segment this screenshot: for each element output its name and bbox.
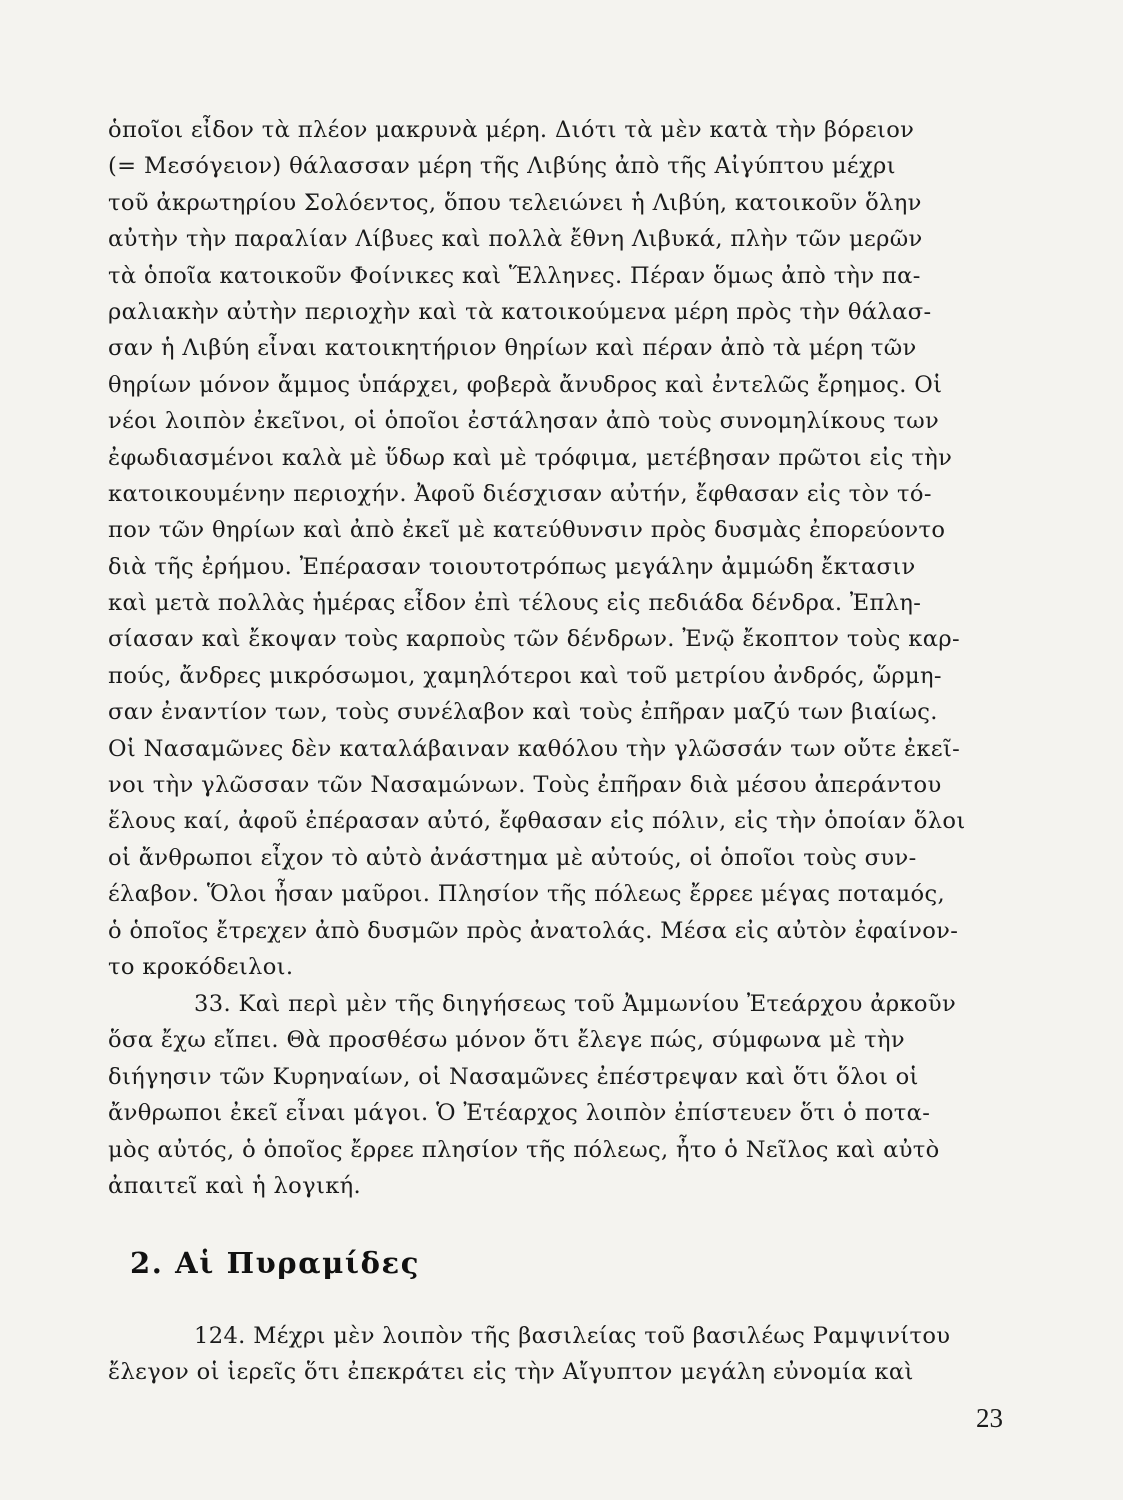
paragraph-herodotus-libya (108, 112, 1023, 985)
text-line: ὅσα ἔχω εἴπει. Θὰ προσθέσω μόνον ὅτι ἔλεγε πώς, σύμφωνα μὲ τὴν (108, 1027, 905, 1054)
text-line: το κροκόδειλοι. (108, 953, 294, 980)
text-line: ραλιακὴν αὐτὴν περιοχὴν καὶ τὰ κατοικούμενα μέρη πρὸς τὴν θάλασ- (108, 298, 932, 325)
text-line: 124. Μέχρι μὲν λοιπὸν τῆς βασιλείας τοῦ βασιλέως Ραμψινίτου (194, 1323, 951, 1349)
text-line: ὁποῖοι εἶδον τὰ πλέον μακρυνὰ μέρη. Διότι τὰ μὲν κατὰ τὴν βόρειον (108, 117, 915, 143)
text-line: (= Μεσόγειον) θάλασσαν μέρη τῆς Λιβύης ἀπὸ τῆς Αἰγύπτου μέχρι (108, 153, 896, 180)
text-line: διὰ τῆς ἐρήμου. Ἐπέρασαν τοιουτοτρόπως μεγάλην ἀμμώδη ἔκτασιν (108, 553, 916, 580)
text-line: νέοι λοιπὸν ἐκεῖνοι, οἱ ὁποῖοι ἐστάλησαν ἀπὸ τοὺς συνομηλίκους των (108, 408, 940, 435)
text-line: καὶ μετὰ πολλὰς ἡμέρας εἶδον ἐπὶ τέλους εἰς πεδιάδα δένδρα. Ἐπλη- (108, 590, 922, 617)
text-line: σαν ἐναντίον των, τοὺς συνέλαβον καὶ τοὺς ἐπῆραν μαζύ των βιαίως. (108, 699, 938, 726)
text-line: αὐτὴν τὴν παραλίαν Λίβυες καὶ πολλὰ ἔθνη Λιβυκά, πλὴν τῶν μερῶν (108, 226, 923, 253)
text-line: ἕλους καί, ἀφοῦ ἐπέρασαν αὐτό, ἔφθασαν εἰς πόλιν, εἰς τὴν ὁποίαν ὅλοι (108, 808, 966, 835)
paragraph-33-etearchus (108, 986, 1023, 1204)
section-heading-pyramids: 2. Αἱ Πυραμίδες (130, 1246, 420, 1280)
text-line: διήγησιν τῶν Κυρηναίων, οἱ Νασαμῶνες ἐπέστρεψαν καὶ ὅτι ὅλοι οἱ (108, 1063, 919, 1090)
text-line: σίασαν καὶ ἔκοψαν τοὺς καρποὺς τῶν δένδρων. Ἐνῷ ἔκοπτον τοὺς καρ- (108, 626, 960, 653)
text-line: πον τῶν θηρίων καὶ ἀπὸ ἐκεῖ μὲ κατεύθυνσιν πρὸς δυσμὰς ἐπορεύοντο (108, 517, 946, 544)
text-line: οἱ ἄνθρωποι εἶχον τὸ αὐτὸ ἀνάστημα μὲ αὐτούς, οἱ ὁποῖοι τοὺς συν- (108, 844, 917, 871)
text-line: 33. Καὶ περὶ μὲν τῆς διηγήσεως τοῦ Ἀμμωνίου Ἐτεάρχου ἀρκοῦν (194, 991, 957, 1017)
text-line: θηρίων μόνον ἄμμος ὑπάρχει, φοβερὰ ἄνυδρος καὶ ἐντελῶς ἔρημος. Οἱ (108, 371, 943, 398)
text-line: ἔλεγον οἱ ἱερεῖς ὅτι ἐπεκράτει εἰς τὴν Αἴγυπτον μεγάλη εὐνομία καὶ (108, 1359, 914, 1386)
text-line: μὸς αὐτός, ὁ ὁποῖος ἔρρεε πλησίον τῆς πόλεως, ἦτο ὁ Νεῖλος καὶ αὐτὸ (108, 1136, 940, 1163)
text-line: έλαβον. Ὅλοι ἦσαν μαῦροι. Πλησίον τῆς πόλεως ἔρρεε μέγας ποταμός, (108, 881, 946, 908)
text-line: Οἱ Νασαμῶνες δὲν καταλάβαιναν καθόλου τὴν γλῶσσάν των οὔτε ἐκεῖ- (108, 735, 961, 762)
text-line: ἄνθρωποι ἐκεῖ εἶναι μάγοι. Ὁ Ἐτέαρχος λοιπὸν ἐπίστευεν ὅτι ὁ ποτα- (108, 1100, 931, 1127)
text-line: τοῦ ἀκρωτηρίου Σολόεντος, ὅπου τελειώνει ἡ Λιβύη, κατοικοῦν ὅλην (108, 189, 922, 216)
text-line: κατοικουμένην περιοχήν. Ἀφοῦ διέσχισαν αὐτήν, ἔφθασαν εἰς τὸν τό- (108, 480, 932, 507)
paragraph-124-rhampsinitus (108, 1318, 1023, 1391)
page-number: 23 (976, 1403, 1003, 1433)
text-line: ὁ ὁποῖος ἔτρεχεν ἀπὸ δυσμῶν πρὸς ἀνατολάς. Μέσα εἰς αὐτὸν ἐφαίνον- (108, 917, 959, 944)
text-line: ἀπαιτεῖ καὶ ἡ λογική. (108, 1172, 362, 1199)
text-line: ἐφωδιασμένοι καλὰ μὲ ὕδωρ καὶ μὲ τρόφιμα, μετέβησαν πρῶτοι εἰς τὴν (108, 444, 953, 471)
text-line: σαν ἡ Λιβύη εἶναι κατοικητήριον θηρίων καὶ πέραν ἀπὸ τὰ μέρη τῶν (108, 335, 917, 362)
text-line: πούς, ἄνδρες μικρόσωμοι, χαμηλότεροι καὶ τοῦ μετρίου ἀνδρός, ὥρμη- (108, 662, 942, 689)
text-line: τὰ ὁποῖα κατοικοῦν Φοίνικες καὶ Ἕλληνες. Πέραν ὅμως ἀπὸ τὴν πα- (108, 262, 921, 289)
text-line: νοι τὴν γλῶσσαν τῶν Νασαμώνων. Τοὺς ἐπῆραν διὰ μέσου ἀπεράντου (108, 772, 942, 799)
